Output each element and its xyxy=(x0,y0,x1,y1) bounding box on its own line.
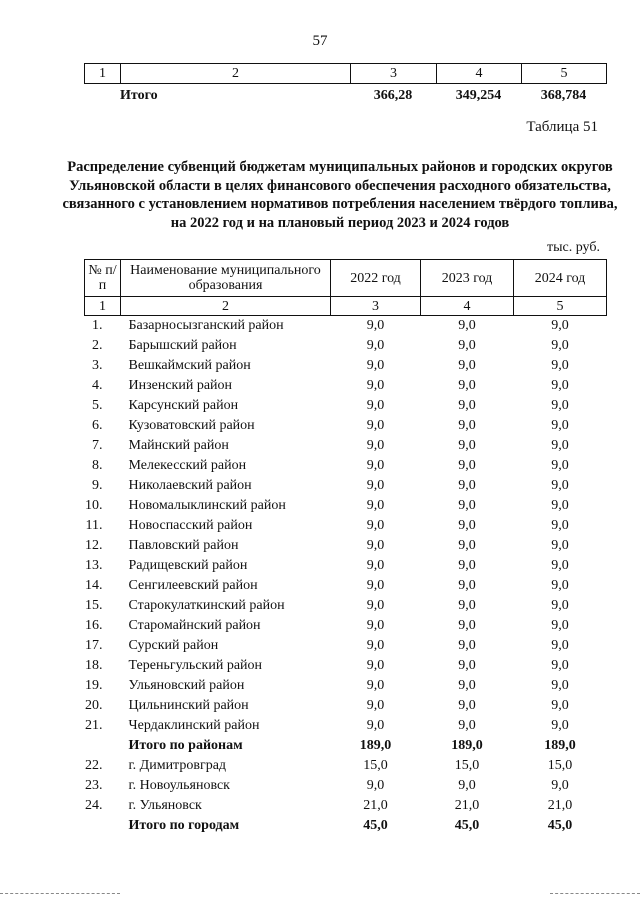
row-number: 23. xyxy=(85,778,103,793)
value-2024: 9,0 xyxy=(551,338,569,353)
value-2022: 9,0 xyxy=(366,578,385,593)
value-2022: 9,0 xyxy=(366,398,385,413)
value-2024: 9,0 xyxy=(551,778,569,793)
municipality-name: Майнский район xyxy=(128,438,229,453)
value-2023: 9,0 xyxy=(458,358,476,373)
table-row xyxy=(85,316,607,337)
subsidy-table xyxy=(84,259,607,836)
value-2023: 21,0 xyxy=(454,798,480,813)
table-title: Распределение субвенций бюджетам муниципальных районов и городских округов Ульяновской области в целях финансового обеспечения расходного обязательства, связанного с установлением нормативов потребления населением твёрдого топлива, на 2022 год и на плановый период 2023 и 2024 годов xyxy=(62,159,618,231)
municipality-name: Барышский район xyxy=(128,338,237,353)
value-2022: 189,0 xyxy=(359,738,392,753)
header-2023: 2023 год xyxy=(421,260,514,297)
municipality-name: г. Новоульяновск xyxy=(128,778,230,793)
col-number-cell: 3 xyxy=(331,297,421,316)
header-2024: 2024 год xyxy=(514,260,607,297)
value-2022: 9,0 xyxy=(366,638,385,653)
header-2022: 2022 год xyxy=(331,260,421,297)
value-2024: 21,0 xyxy=(547,798,573,813)
table-number: Таблица 51 xyxy=(526,119,598,135)
value-2022: 15,0 xyxy=(363,758,388,773)
row-number: 10. xyxy=(85,498,103,513)
municipality-name: Радищевский район xyxy=(128,558,248,573)
table-row xyxy=(85,336,607,356)
table-row xyxy=(85,756,607,776)
value-2022: 9,0 xyxy=(366,658,385,673)
value-2023: 9,0 xyxy=(458,398,476,413)
municipality-name: Карсунский район xyxy=(128,398,239,413)
value-2023: 9,0 xyxy=(458,578,476,593)
row-number: 24. xyxy=(85,798,103,813)
value-2024: 9,0 xyxy=(551,418,569,433)
table-row xyxy=(85,776,607,796)
municipality-name: Кузоватовский район xyxy=(128,418,255,433)
value-2023: 9,0 xyxy=(458,778,476,793)
value-2024: 9,0 xyxy=(551,558,569,573)
value-2023: 9,0 xyxy=(458,338,476,353)
municipality-name: г. Ульяновск xyxy=(128,798,202,813)
value-2023: 9,0 xyxy=(458,318,476,333)
col-number-cell: 1 xyxy=(85,64,121,84)
col-number-cell: 4 xyxy=(421,297,514,316)
total-row xyxy=(85,816,607,836)
value-2022: 9,0 xyxy=(366,518,385,533)
table-row xyxy=(85,656,607,676)
col-number-cell: 2 xyxy=(121,297,331,316)
municipality-name: Итого по районам xyxy=(128,738,243,753)
row-number: 22. xyxy=(85,758,103,773)
row-number: 9. xyxy=(92,478,103,493)
column-number-row xyxy=(85,297,607,316)
value-2022: 9,0 xyxy=(366,318,385,333)
value-2022: 9,0 xyxy=(366,718,385,733)
value-2022: 9,0 xyxy=(366,538,385,553)
table-row xyxy=(85,376,607,396)
value-2023: 9,0 xyxy=(458,478,476,493)
table-row xyxy=(85,496,607,516)
col-number-cell: 1 xyxy=(85,297,121,316)
value-2022: 21,0 xyxy=(363,798,388,813)
value-2023: 9,0 xyxy=(458,638,476,653)
value-2023: 9,0 xyxy=(458,598,476,613)
value-2022: 9,0 xyxy=(366,358,385,373)
table-row xyxy=(85,556,607,576)
total-value-2024: 368,784 xyxy=(540,88,587,103)
value-2022: 9,0 xyxy=(366,698,385,713)
header-name: Наименование муниципального образования xyxy=(121,260,331,297)
header-row xyxy=(85,260,607,297)
row-number: 13. xyxy=(85,558,103,573)
value-2023: 9,0 xyxy=(458,458,476,473)
row-number: 18. xyxy=(85,658,103,673)
value-2023: 9,0 xyxy=(458,378,476,393)
value-2022: 9,0 xyxy=(366,378,385,393)
row-number: 20. xyxy=(85,698,103,713)
table-row xyxy=(85,596,607,616)
col-number-cell: 2 xyxy=(121,64,351,84)
value-2024: 9,0 xyxy=(551,518,569,533)
row-number: 21. xyxy=(85,718,103,733)
table-row xyxy=(85,676,607,696)
value-2024: 9,0 xyxy=(551,318,569,333)
col-number-cell: 5 xyxy=(514,297,607,316)
value-2022: 9,0 xyxy=(366,678,385,693)
municipality-name: Павловский район xyxy=(128,538,239,553)
row-number xyxy=(85,736,121,756)
row-number: 17. xyxy=(85,638,103,653)
row-number: 14. xyxy=(85,578,103,593)
previous-table-footer xyxy=(84,63,607,84)
value-2024: 9,0 xyxy=(551,378,569,393)
value-2023: 45,0 xyxy=(454,818,480,833)
value-2022: 9,0 xyxy=(366,558,385,573)
municipality-name: Ульяновский район xyxy=(128,678,245,693)
value-2022: 9,0 xyxy=(366,618,385,633)
value-2024: 9,0 xyxy=(551,618,569,633)
value-2022: 9,0 xyxy=(366,458,385,473)
row-number: 2. xyxy=(92,338,103,353)
municipality-name: Новоспасский район xyxy=(128,518,253,533)
value-2024: 9,0 xyxy=(551,578,569,593)
value-2022: 9,0 xyxy=(366,498,385,513)
page-edge-line xyxy=(550,893,640,894)
value-2024: 9,0 xyxy=(551,478,569,493)
value-2024: 189,0 xyxy=(544,738,576,753)
value-2024: 9,0 xyxy=(551,438,569,453)
value-2024: 45,0 xyxy=(547,818,573,833)
value-2023: 9,0 xyxy=(458,498,476,513)
table-row xyxy=(85,416,607,436)
total-value-2023: 349,254 xyxy=(455,88,502,103)
row-number: 6. xyxy=(92,418,103,433)
municipality-name: Цильнинский район xyxy=(128,698,249,713)
value-2024: 9,0 xyxy=(551,698,569,713)
municipality-name: Итого по городам xyxy=(128,818,240,833)
row-number: 5. xyxy=(92,398,103,413)
table-row xyxy=(85,716,607,736)
value-2023: 9,0 xyxy=(458,438,476,453)
table-row xyxy=(85,516,607,536)
header-num: № п/п xyxy=(85,260,121,297)
table-row xyxy=(85,476,607,496)
value-2023: 9,0 xyxy=(458,658,476,673)
row-number: 12. xyxy=(85,538,103,553)
value-2024: 9,0 xyxy=(551,598,569,613)
row-number: 16. xyxy=(85,618,103,633)
value-2022: 45,0 xyxy=(363,818,388,833)
row-number: 8. xyxy=(92,458,103,473)
page-edge-line xyxy=(0,893,120,894)
units-label: тыс. руб. xyxy=(547,240,600,255)
row-number: 19. xyxy=(85,678,103,693)
municipality-name: Базарносызганский район xyxy=(128,318,284,333)
value-2024: 9,0 xyxy=(551,678,569,693)
table-row xyxy=(85,536,607,556)
value-2022: 9,0 xyxy=(366,478,385,493)
municipality-name: Вешкаймский район xyxy=(128,358,251,373)
row-number: 4. xyxy=(92,378,103,393)
value-2024: 9,0 xyxy=(551,718,569,733)
total-label: Итого xyxy=(120,88,158,103)
value-2023: 9,0 xyxy=(458,518,476,533)
table-row xyxy=(85,456,607,476)
table-row xyxy=(85,616,607,636)
municipality-name: Тереньгульский район xyxy=(128,658,263,673)
value-2022: 9,0 xyxy=(366,418,385,433)
value-2023: 9,0 xyxy=(458,678,476,693)
col-number-cell: 4 xyxy=(437,64,522,84)
value-2022: 9,0 xyxy=(366,598,385,613)
total-row xyxy=(85,736,607,756)
row-number: 7. xyxy=(92,438,103,453)
row-number: 3. xyxy=(92,358,103,373)
value-2022: 9,0 xyxy=(366,438,385,453)
municipality-name: Старокулаткинский район xyxy=(128,598,285,613)
value-2024: 9,0 xyxy=(551,458,569,473)
value-2023: 9,0 xyxy=(458,558,476,573)
col-number-cell: 3 xyxy=(351,64,437,84)
value-2023: 9,0 xyxy=(458,698,476,713)
value-2023: 9,0 xyxy=(458,418,476,433)
table-row xyxy=(85,696,607,716)
total-value-2022: 366,28 xyxy=(373,88,413,103)
value-2022: 9,0 xyxy=(366,778,385,793)
value-2023: 15,0 xyxy=(454,758,480,773)
value-2024: 9,0 xyxy=(551,658,569,673)
table-row xyxy=(85,356,607,376)
value-2024: 9,0 xyxy=(551,358,569,373)
municipality-name: Мелекесский район xyxy=(128,458,247,473)
col-number-cell: 5 xyxy=(522,64,607,84)
value-2023: 9,0 xyxy=(458,718,476,733)
row-number xyxy=(85,816,121,836)
table-row xyxy=(85,636,607,656)
table-row xyxy=(85,576,607,596)
row-number: 11. xyxy=(85,518,103,533)
value-2024: 9,0 xyxy=(551,638,569,653)
municipality-name: Старомайнский район xyxy=(128,618,261,633)
value-2024: 9,0 xyxy=(551,398,569,413)
value-2024: 9,0 xyxy=(551,498,569,513)
value-2023: 189,0 xyxy=(451,738,483,753)
page-number: 57 xyxy=(312,33,328,49)
table-row xyxy=(85,396,607,416)
municipality-name: Чердаклинский район xyxy=(128,718,260,733)
municipality-name: Николаевский район xyxy=(128,478,252,493)
value-2022: 9,0 xyxy=(366,338,385,353)
table-row xyxy=(85,796,607,816)
municipality-name: г. Димитровград xyxy=(128,758,227,773)
value-2023: 9,0 xyxy=(458,538,476,553)
value-2023: 9,0 xyxy=(458,618,476,633)
municipality-name: Сурский район xyxy=(128,638,219,653)
municipality-name: Новомалыклинский район xyxy=(128,498,286,513)
previous-table-total-row xyxy=(84,88,606,104)
table-row xyxy=(85,436,607,456)
municipality-name: Сенгилеевский район xyxy=(128,578,258,593)
row-number: 15. xyxy=(85,598,103,613)
municipality-name: Инзенский район xyxy=(128,378,233,393)
value-2024: 9,0 xyxy=(551,538,569,553)
value-2024: 15,0 xyxy=(547,758,573,773)
row-number: 1. xyxy=(92,318,103,333)
